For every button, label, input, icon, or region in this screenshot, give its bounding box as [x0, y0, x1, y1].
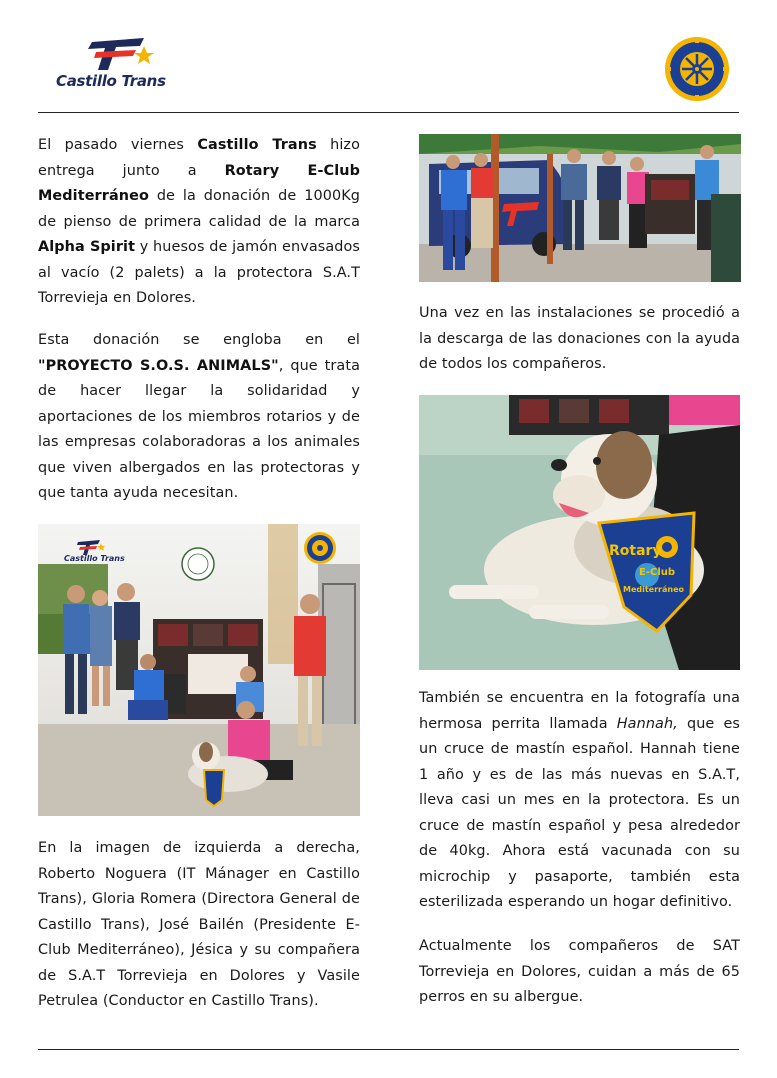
footer-divider — [38, 1049, 739, 1050]
pennant-rotary-label: Rotary — [609, 543, 662, 559]
unloading-paragraph: Una vez en las instalaciones se procedió a la descarga de las donaciones con la ayuda de todos los compañeros. — [419, 305, 740, 372]
castillo-trans-emblem-icon — [86, 34, 158, 74]
castillo-trans-wordmark: Castillo Trans — [56, 72, 166, 90]
pennant-club-label: E-Club — [639, 567, 676, 578]
header-divider — [38, 112, 739, 113]
pennant-sub-label: Mediterráneo — [623, 585, 685, 594]
project-text-1: Esta donación se engloba en el — [38, 332, 360, 348]
castillo-trans-logo — [56, 34, 186, 94]
project-paragraph — [38, 328, 360, 507]
hannah-text-2: que es un cruce de mastín español. Hannah tiene 1 año y es de las más nuevas en S.A.T, lleva casi un mes en la protectora. Es un cruce de mastín español y pesa alrededor de 40kg. Ahora está vacunada con su microchip y pasaporte, también esta esterilizada esperando un hogar definitivo. — [419, 715, 741, 910]
group-photo-brand-label: Castillo Trans — [64, 554, 125, 563]
intro-text-3: de la donación de 1000Kg de pienso de primera calidad de la marca — [38, 188, 360, 230]
project-bold-name: "PROYECTO S.O.S. ANIMALS" — [38, 357, 279, 374]
dog-hannah-photo — [419, 395, 740, 670]
group-photo — [38, 524, 360, 816]
rotary-international-logo — [664, 36, 730, 102]
intro-bold-brand: Alpha Spirit — [38, 239, 136, 255]
hannah-text-1: También se encuentra en la fotografía una hermosa perrita llamada — [419, 690, 740, 732]
caption-paragraph: En la imagen de izquierda a derecha, Roberto Noguera (IT Mánager en Castillo Trans), Gloria Romera (Directora General de Castillo Trans), José Bailén (Presidente E-Club Mediterráneo), Jésica y su compañera de S.A.T Torrevieja en Dolores y Vasile Petrulea (Conductor en Castillo Trans). — [38, 840, 360, 1009]
intro-text-1: El pasado viernes — [38, 137, 198, 153]
hannah-name-italic: Hannah, — [616, 715, 678, 732]
intro-text-4: y huesos de jamón envasados al vacío (2 palets) a la protectora S.A.T Torrevieja en Dolores. — [38, 239, 360, 306]
shelter-paragraph: Actualmente los compañeros de SAT Torrevieja en Dolores, cuidan a más de 65 perros en su albergue. — [419, 938, 740, 1005]
intro-bold-club: Rotary E-Club Mediterráneo — [38, 162, 360, 204]
project-text-2: , que trata de hacer llegar la solidaridad y aportaciones de los miembros rotarios y de las empresas colaboradoras a los animales que viven albergados en las protectoras y que tanta ayuda necesitan. — [38, 357, 360, 501]
truck-unloading-photo — [419, 134, 741, 282]
intro-text-2: hizo entrega junto a — [38, 137, 360, 179]
page-header — [0, 0, 777, 115]
intro-paragraph — [38, 133, 360, 312]
hannah-paragraph — [419, 686, 740, 916]
intro-bold-company: Castillo Trans — [197, 137, 317, 153]
